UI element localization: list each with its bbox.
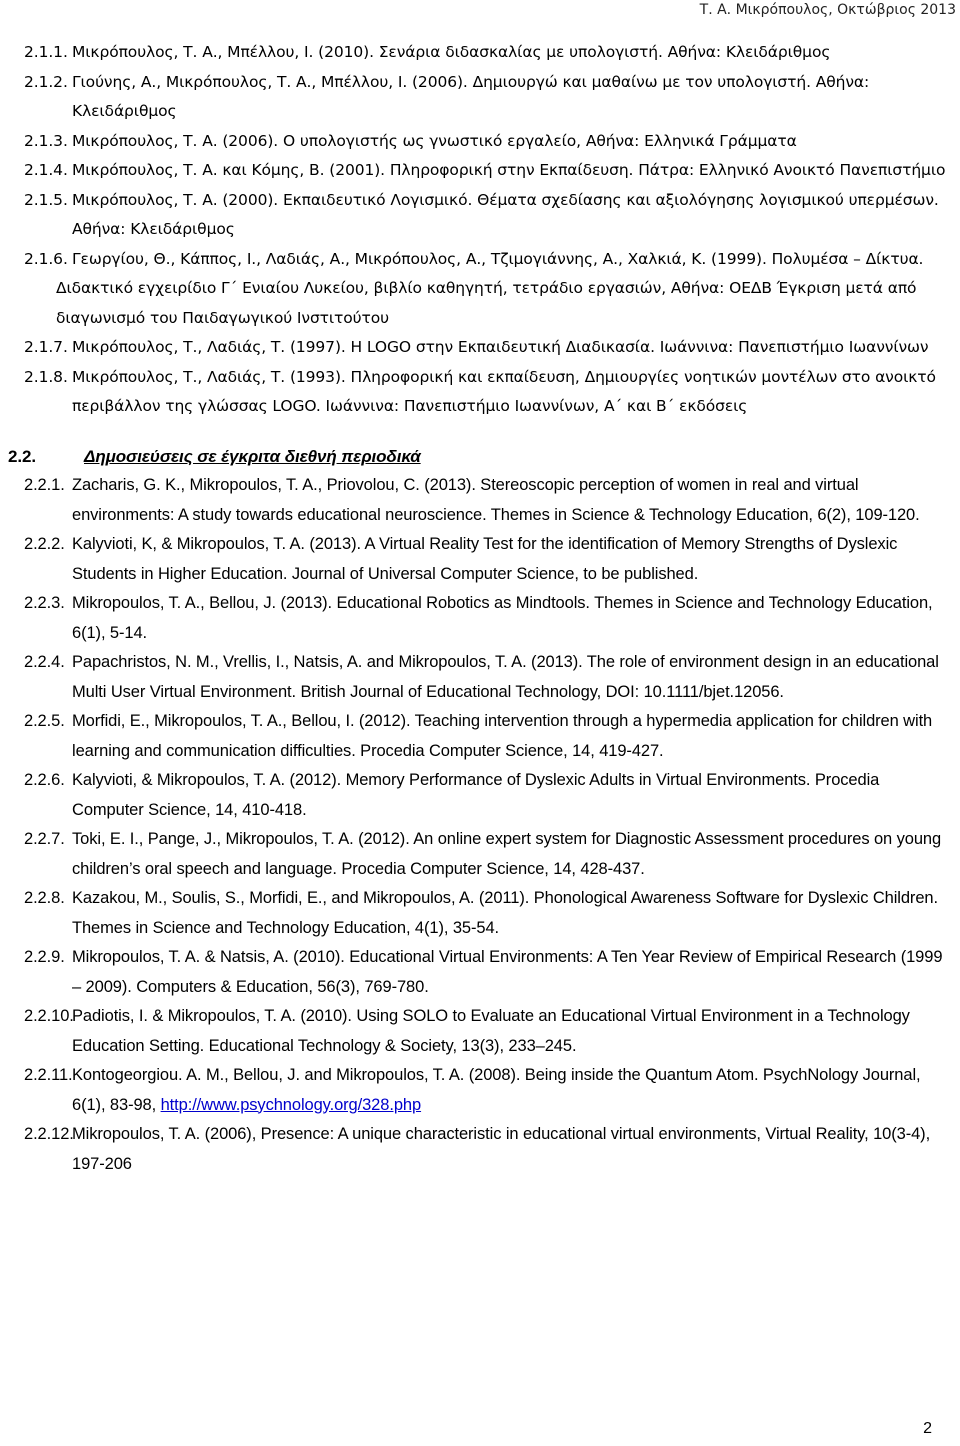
reference-text: Papachristos, N. M., Vrellis, I., Natsis, A. and Mikropoulos, T. A. (2013). The role of environment design in an educational Multi User Virtual Environment. British Journal of Educational Technology, DOI: 10.1111/bjet.12056. [72, 653, 939, 701]
reference-number: 2.2.3. [24, 594, 65, 612]
reference-text: Mikropoulos, T. A. & Natsis, A. (2010). Educational Virtual Environments: A Ten Year Review of Empirical Research (1999 – 2009). Computers & Education, 56(3), 769-780. [72, 948, 943, 996]
reference-item [24, 648, 954, 707]
reference-list-journals [24, 471, 954, 1179]
reference-text: Padiotis, I. & Mikropoulos, T. A. (2010). Using SOLO to Evaluate an Educational Virtual Environment in a Technology Education Setting. Educational Technology & Society, 13(3), 233–245. [72, 1007, 910, 1055]
reference-text: Morfidi, E., Mikropoulos, T. A., Bellou, I. (2012). Teaching intervention through a hypermedia application for children with learning and communication difficulties. Procedia Computer Science, 14, 419-427. [72, 712, 933, 760]
reference-item [24, 766, 954, 825]
reference-text: Mikropoulos, T. A., Bellou, J. (2013). Educational Robotics as Mindtools. Themes in Science and Technology Education, 6(1), 5-14. [72, 594, 933, 642]
reference-number: 2.2.7. [24, 830, 65, 848]
page-header: Τ. Α. Μικρόπουλος, Οκτώβριος 2013 [699, 2, 956, 18]
reference-item [24, 1002, 954, 1061]
reference-text: Μικρόπουλος, Τ. Α., Μπέλλου, Ι. (2010). Σενάρια διδασκαλίας με υπολογιστή. Αθήνα: Κλειδάριθμος [72, 43, 831, 61]
reference-item [24, 530, 954, 589]
reference-item [24, 1120, 954, 1179]
reference-item [24, 245, 954, 275]
reference-text: Mikropoulos, T. A. (2006), Presence: A unique characteristic in educational virtual environments, Virtual Reality, 10(3-4), 197-206 [72, 1125, 931, 1173]
reference-item [24, 333, 954, 363]
reference-number: 2.2.6. [24, 771, 65, 789]
reference-item [24, 471, 954, 530]
reference-number: 2.2.2. [24, 535, 65, 553]
document-body [8, 38, 954, 1179]
reference-text: Kazakou, M., Soulis, S., Morfidi, E., and Mikropoulos, A. (2011). Phonological Awareness Software for Dyslexic Children. Themes in Science and Technology Education, 4(1), 35-54. [72, 889, 938, 937]
reference-text: Γεωργίου, Θ., Κάππος, Ι., Λαδιάς, Α., Μικρόπουλος, Α., Τζιμογιάννης, Α., Χαλκιά, Κ. (1999). Πολυμέσα – Δίκτυα. [72, 249, 924, 268]
reference-number: 2.2.5. [24, 712, 65, 730]
reference-item [24, 825, 954, 884]
reference-list-books [24, 38, 954, 422]
reference-continuation [24, 274, 954, 333]
reference-text: Μικρόπουλος, Τ. Α. (2000). Εκπαιδευτικό Λογισμικό. Θέματα σχεδίασης και αξιολόγησης λογισμικού υπερμέσων. Αθήνα: Κλειδάριθμος [72, 190, 939, 238]
reference-item [24, 943, 954, 1002]
reference-number: 2.2.10. [24, 1007, 74, 1025]
reference-number: 2.1.2. [24, 72, 68, 91]
reference-item [24, 884, 954, 943]
reference-number: 2.1.4. [24, 161, 68, 179]
reference-number: 2.1.1. [24, 43, 68, 61]
reference-number: 2.1.5. [24, 190, 68, 209]
reference-item [24, 363, 954, 422]
reference-item [24, 186, 954, 245]
reference-item [24, 38, 954, 68]
reference-number: 2.2.1. [24, 476, 65, 494]
reference-text: Kontogeorgiou. A. M., Bellou, J. and Mikropoulos, T. A. (2008). Being inside the Quantum Atom. PsychNology Journal, 6(1), 83-98, [72, 1066, 921, 1114]
reference-text: Διδακτικό εγχειρίδιο Γ΄ Ενιαίου Λυκείου, βιβλίο καθηγητή, τετράδιο εργασιών, Αθήνα: ΟΕΔΒ Έγκριση μετά από διαγωνισμό του Παιδαγωγικού Ινστιτούτου [56, 279, 917, 327]
reference-number: 2.2.9. [24, 948, 65, 966]
reference-number: 2.1.8. [24, 367, 68, 386]
reference-text: Μικρόπουλος, Τ. Α. και Κόμης, Β. (2001). Πληροφορική στην Εκπαίδευση. Πάτρα: Ελληνικό Ανοικτό Πανεπιστήμιο [72, 161, 946, 179]
reference-text: Μικρόπουλος, Τ. Α. (2006). Ο υπολογιστής ως γνωστικό εργαλείο, Αθήνα: Ελληνικά Γράμματα [72, 131, 797, 150]
reference-link[interactable]: http://www.psychnology.org/328.php [160, 1095, 422, 1114]
reference-item [24, 1061, 954, 1120]
reference-number: 2.2.11. [24, 1066, 73, 1084]
reference-text: Μικρόπουλος, Τ., Λαδιάς, Τ. (1997). Η LOGO στην Εκπαιδευτική Διαδικασία. Ιωάννινα: Πανεπιστήμιο Ιωαννίνων [72, 338, 929, 356]
reference-item [24, 127, 954, 157]
reference-item [24, 68, 954, 127]
reference-text: Μικρόπουλος, Τ., Λαδιάς, Τ. (1993). Πληροφορική και εκπαίδευση, Δημιουργίες νοητικών μοντέλων στο ανοικτό περιβάλλον της γλώσσας LOGO. Ιωάννινα: Πανεπιστήμιο Ιωαννίνων, Α΄ και Β΄ εκδόσεις [72, 367, 936, 415]
reference-number: 2.1.7. [24, 338, 68, 356]
reference-text: Γιούνης, Α., Μικρόπουλος, Τ. Α., Μπέλλου, Ι. (2006). Δημιουργώ και μαθαίνω με τον υπολογιστή. Αθήνα: Κλειδάριθμος [72, 72, 870, 120]
reference-text: Toki, E. I., Pange, J., Mikropoulos, T. A. (2012). An online expert system for Diagnostic Assessment procedures on young children’s oral speech and language. Procedia Computer Science, 14, 428-437. [72, 830, 942, 878]
section-number: 2.2. [8, 446, 36, 466]
reference-text: Kalyvioti, K, & Mikropoulos, T. A. (2013). A Virtual Reality Test for the identification of Memory Strengths of Dyslexic Students in Higher Education. Journal of Universal Computer Science, to be published. [72, 535, 898, 583]
reference-number: 2.2.8. [24, 889, 65, 907]
reference-number: 2.2.4. [24, 653, 65, 671]
reference-item [24, 707, 954, 766]
reference-number: 2.1.3. [24, 131, 68, 150]
reference-item [24, 589, 954, 648]
section-heading [8, 442, 954, 472]
reference-text: Zacharis, G. K., Mikropoulos, T. A., Priovolou, C. (2013). Stereoscopic perception of women in real and virtual environments: A study towards educational neuroscience. Themes in Science & Technology Education, 6(2), 109-120. [72, 476, 920, 524]
reference-number: 2.2.12. [24, 1125, 74, 1143]
reference-text: Kalyvioti, & Mikropoulos, T. A. (2012). Memory Performance of Dyslexic Adults in Virtual Environments. Procedia Computer Science, 14, 410-418. [72, 771, 880, 819]
section-title: Δημοσιεύσεις σε έγκριτα διεθνή περιοδικά [84, 446, 421, 466]
reference-number: 2.1.6. [24, 249, 68, 268]
page-number: 2 [923, 1420, 932, 1437]
reference-item [24, 156, 954, 186]
